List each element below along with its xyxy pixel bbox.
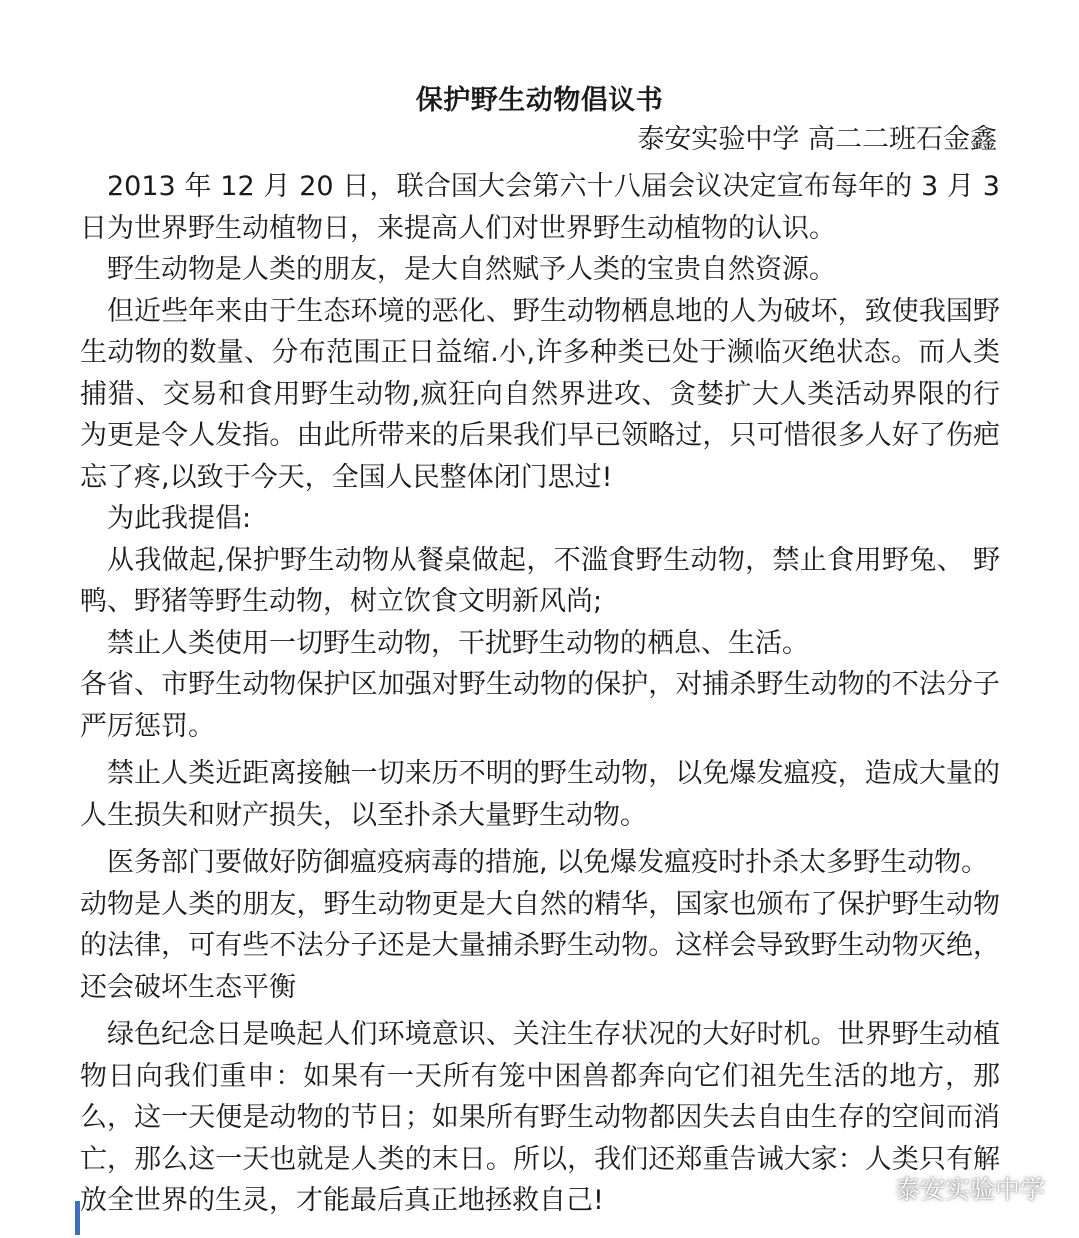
wechat-icon — [849, 1173, 889, 1207]
paragraph: 动物是人类的朋友，野生动物更是大自然的精华，国家也颁布了保护野生动物的法律，可有些不法分子还是大量捕杀野生动物。这样会导致野生动物灭绝，还会破坏生态平衡 — [80, 888, 1000, 1003]
text-cursor-bar — [75, 1201, 80, 1235]
paragraph: 但近些年来由于生态环境的恶化、野生动物栖息地的人为破坏，致使我国野生动物的数量、分布范围正日益缩.小,许多种类已处于濒临灭绝状态。而人类捕猎、交易和食用野生动物,疯狂向自然界进攻、贪婪扩大人类活动界限的行为更是令人发指。由此所带来的后果我们早已领略过，只可惜很多人好了伤疤忘了疼,以致于今天，全国人民整体闭门思过! — [80, 295, 1000, 493]
wechat-watermark — [849, 1170, 1045, 1210]
paragraph: 为此我提倡: — [107, 503, 252, 534]
document-title: 保护野生动物倡议书 — [415, 85, 664, 116]
paragraph: 医务部门要做好防御瘟疫病毒的措施, 以免爆发瘟疫时扑杀太多野生动物。 — [107, 847, 989, 878]
paragraph: 野生动物是人类的朋友，是大自然赋予人类的宝贵自然资源。 — [107, 254, 836, 285]
watermark-text: 泰安实验中学 — [894, 1175, 1045, 1204]
paragraph: 从我做起,保护野生动物从餐桌做起，不滥食野生动物，禁止食用野兔、 野鸭、野猪等野生动物，树立饮食文明新风尚; — [80, 544, 1000, 617]
document-author: 泰安实验中学 高二二班石金鑫 — [637, 124, 997, 155]
paragraph: 各省、市野生动物保护区加强对野生动物的保护，对捕杀野生动物的不法分子严厉惩罚。 — [80, 669, 1000, 742]
document-body — [80, 166, 1000, 1222]
paragraph: 禁止人类近距离接触一切来历不明的野生动物，以免爆发瘟疫，造成大量的人生损失和财产损失，以至扑杀大量野生动物。 — [80, 758, 1000, 831]
paragraph: 绿色纪念日是唤起人们环境意识、关注生存状况的大好时机。世界野生动植物日向我们重申：如果有一天所有笼中困兽都奔向它们祖先生活的地方，那么，这一天便是动物的节日；如果所有野生动物都因失去自由生存的空间而消亡，那么这一天也就是人类的末日。所以，我们还郑重告诫大家：人类只有解放全世界的生灵，才能最后真正地拯救自己! — [80, 1019, 1000, 1216]
paragraph: 禁止人类使用一切野生动物，干扰野生动物的栖息、生活。 — [107, 627, 809, 659]
paragraph: 2013 年 12 月 20 日，联合国大会第六十八届会议决定宣布每年的 3 月 3 日为世界野生动植物日，来提高人们对世界野生动植物的认识。 — [80, 171, 1000, 244]
